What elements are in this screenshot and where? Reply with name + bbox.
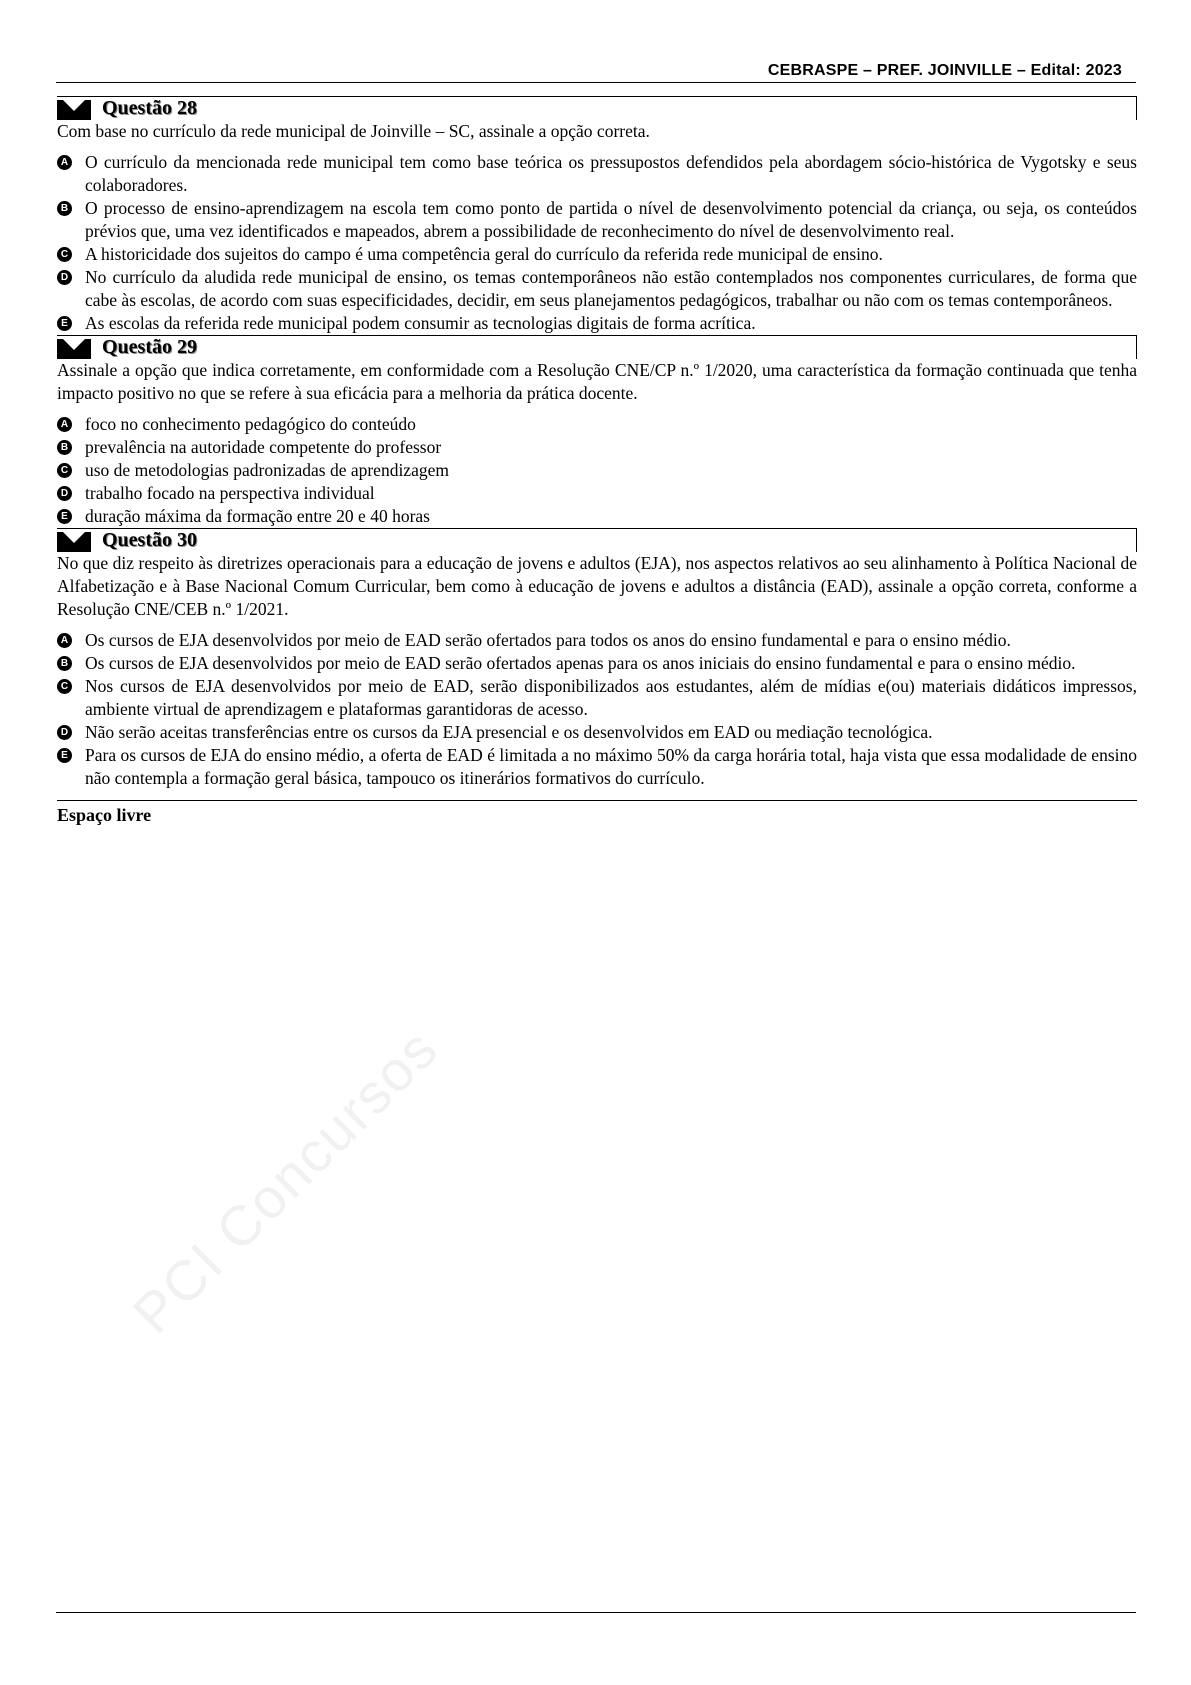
options-list [57,151,1137,335]
option-text: As escolas da referida rede municipal podem consumir as tecnologias digitais de forma acrítica. [85,313,756,333]
option-text: Os cursos de EJA desenvolvidos por meio de EAD serão ofertados para todos os anos do ensino fundamental e para o ensino médio. [85,630,1011,650]
header-title: CEBRASPE – PREF. JOINVILLE – Edital: 2023 [767,62,1122,79]
question-stem: No que diz respeito às diretrizes operacionais para a educação de jovens e adultos (EJA), nos aspectos relativos ao seu alinhamento à Política Nacional de Alfabetização e à Base Nacional Comum Curricular, bem como à educação de jovens e adultos a distância (EAD), assinale a opção correta, conforme a Resolução CNE/CEB n.º 1/2021. [57,553,1137,619]
question-block [57,528,1137,790]
option-letter-badge: E [57,748,72,763]
question-marker-icon [57,530,91,552]
question-title: Questão 29 [102,336,197,358]
option-letter-badge: C [57,463,72,478]
option-letter-badge: D [57,486,72,501]
option-text: Para os cursos de EJA do ensino médio, a oferta de EAD é limitada a no máximo 50% da carga horária total, haja vista que essa modalidade de ensino não contempla a formação geral básica, tampouco os itinerários formativos do currículo. [85,745,1137,788]
option-text: foco no conhecimento pedagógico do conteúdo [85,414,416,434]
option-letter-badge: D [57,270,72,285]
option-a [57,413,1137,436]
option-d [57,266,1137,312]
question-marker-icon [57,98,91,120]
option-text: O currículo da mencionada rede municipal tem como base teórica os pressupostos defendidos pela abordagem sócio-histórica de Vygotsky e seus colaboradores. [85,152,1137,195]
option-e [57,744,1137,790]
option-letter-badge: C [57,679,72,694]
footer-divider [56,1612,1136,1613]
option-text: duração máxima da formação entre 20 e 40 horas [85,506,430,526]
option-text: Os cursos de EJA desenvolvidos por meio de EAD serão ofertados apenas para os anos iniciais do ensino fundamental e para o ensino médio. [85,653,1076,673]
question-marker-icon [57,337,91,359]
question-stem: Com base no currículo da rede municipal de Joinville – SC, assinale a opção correta. [57,121,650,141]
option-text: A historicidade dos sujeitos do campo é uma competência geral do currículo da referida rede municipal de ensino. [85,244,883,264]
option-letter-badge: B [57,656,72,671]
option-text: Não serão aceitas transferências entre os cursos da EJA presencial e os desenvolvidos em EAD ou mediação tecnológica. [85,722,933,742]
option-a [57,629,1137,652]
option-text: O processo de ensino-aprendizagem na escola tem como ponto de partida o nível de desenvolvimento potencial da criança, ou seja, os conteúdos prévios que, uma vez identificados e mapeados, abrem a possibilidade de reconhecimento do nível de desenvolvimento real. [85,198,1137,241]
option-b [57,197,1137,243]
option-d [57,721,1137,744]
option-letter-badge: D [57,725,72,740]
page-header [56,60,1136,83]
options-list [57,413,1137,528]
option-c [57,675,1137,721]
option-e [57,312,1137,335]
option-text: No currículo da aludida rede municipal de ensino, os temas contemporâneos não estão contemplados nos componentes curriculares, de forma que cabe às escolas, de acordo com suas especificidades, decidir, em seus planejamentos pedagógicos, trabalhar ou não com os temas contemporâneos. [85,267,1137,310]
option-text: prevalência na autoridade competente do professor [85,437,442,457]
option-c [57,243,1137,266]
watermark: PCI Concursos [120,1016,450,1346]
option-letter-badge: A [57,155,72,170]
option-c [57,459,1137,482]
option-letter-badge: B [57,201,72,216]
option-b [57,436,1137,459]
question-title: Questão 28 [102,97,197,119]
option-text: uso de metodologias padronizadas de aprendizagem [85,460,449,480]
option-text: trabalho focado na perspectiva individual [85,483,375,503]
option-a [57,151,1137,197]
section-divider [57,800,1137,801]
option-d [57,482,1137,505]
question-header-bar [57,96,1137,120]
options-list [57,629,1137,790]
question-block [57,96,1137,335]
question-stem: Assinale a opção que indica corretamente, em conformidade com a Resolução CNE/CP n.º 1/2020, uma característica da formação continuada que tenha impacto positivo no que se refere à sua eficácia para a melhoria da prática docente. [57,360,1137,403]
option-letter-badge: E [57,316,72,331]
question-block [57,335,1137,528]
questions-container [57,96,1137,826]
option-e [57,505,1137,528]
question-header-bar [57,335,1137,359]
option-letter-badge: C [57,247,72,262]
option-text: Nos cursos de EJA desenvolvidos por meio de EAD, serão disponibilizados aos estudantes, além de mídias e(ou) materiais didáticos impressos, ambiente virtual de aprendizagem e plataformas garantidoras de acesso. [85,676,1137,719]
option-letter-badge: E [57,509,72,524]
question-header-bar [57,528,1137,552]
option-letter-badge: A [57,633,72,648]
option-letter-badge: A [57,417,72,432]
question-title: Questão 30 [102,529,197,551]
free-space-label: Espaço livre [57,805,152,825]
option-letter-badge: B [57,440,72,455]
option-b [57,652,1137,675]
